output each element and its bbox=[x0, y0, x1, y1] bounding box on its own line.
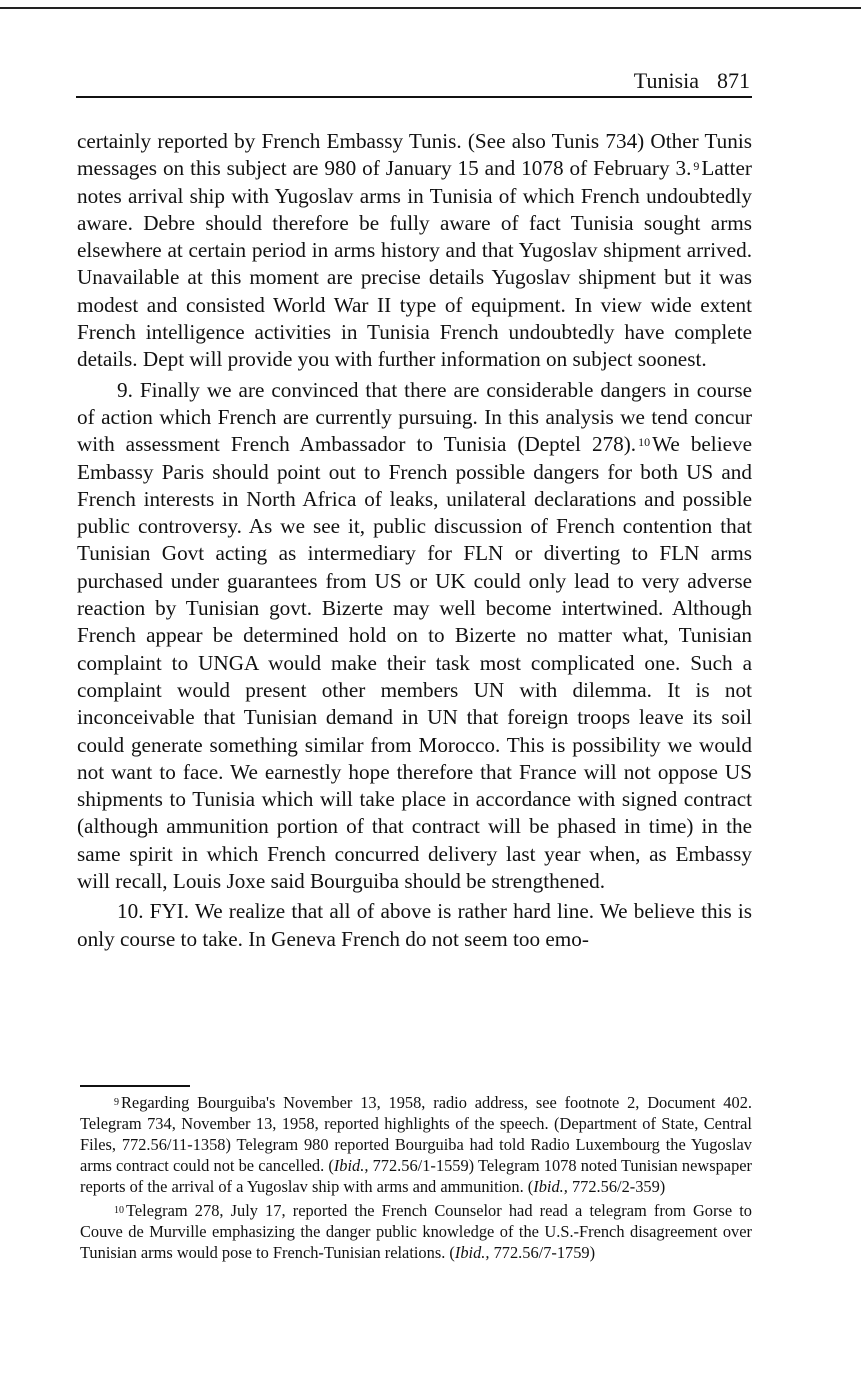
header-rule bbox=[76, 96, 752, 98]
top-edge-rule bbox=[0, 7, 861, 9]
paragraph-continuation bbox=[77, 128, 752, 374]
footnote-marker-10: 10 bbox=[114, 1205, 124, 1216]
footnote-text: Telegram 278, July 17, reported the French Counselor had read a telegram from Gorse to Couve de Murville emphasizing the danger public knowledge of the U.S.-French disagreement over Tunisian arms would pose to French-Tunisian relations. ( bbox=[80, 1201, 752, 1262]
footnote-ibid: Ibid., bbox=[454, 1243, 490, 1262]
footnote-text: 772.56/1-1559) Telegram 1078 noted Tunisian newspaper reports of the arrival of a Yugoslav ship with arms and ammunition. ( bbox=[80, 1156, 752, 1196]
footnote-marker-9: 9 bbox=[114, 1097, 119, 1108]
footnote-text: Regarding Bourguiba's November 13, 1958, radio address, see footnote 2, Document 402. Telegram 734, November 13, 1958, reported highlights of the speech. (Department of State, Central Files, 772.56/11-1358) Telegram 980 reported Bourguiba had told Radio Luxembourg the Yugoslav arms contract could not be cancelled. ( bbox=[80, 1093, 752, 1175]
footnote-ref-10: 10 bbox=[638, 435, 651, 450]
paragraph-text: certainly reported by French Embassy Tunis. (See also Tunis 734) Other Tunis messages on this subject are 980 of January 15 and 1078 of February 3. bbox=[77, 129, 752, 181]
page-number: 871 bbox=[717, 68, 750, 93]
footnote-ref-9: 9 bbox=[693, 159, 700, 174]
footnote-9 bbox=[80, 1092, 752, 1197]
paragraph-10: 10. FYI. We realize that all of above is rather hard line. We believe this is only course to take. In Geneva French do not seem too emo- bbox=[77, 899, 752, 951]
running-title: Tunisia bbox=[633, 68, 699, 93]
footnote-text: 772.56/7-1759) bbox=[489, 1243, 596, 1262]
footnote-ibid: Ibid., bbox=[533, 1177, 568, 1196]
footnote-text: 772.56/2-359) bbox=[567, 1177, 666, 1196]
footnotes bbox=[80, 1092, 752, 1263]
footnote-ibid: Ibid., bbox=[333, 1156, 369, 1175]
footnote-rule bbox=[80, 1085, 190, 1087]
paragraph-9 bbox=[77, 377, 752, 896]
paragraph-text: Latter notes arrival ship with Yugoslav arms in Tunisia of which French undoubtedly aware. Debre should therefore be fully aware of fact Tunisia sought arms elsewhere at certain period in arms history and that Yugoslav shipment arrived. Unavailable at this moment are precise details Yugoslav shipment but it was modest and consisted World War II type of equipment. In view wide extent French intelligence activities in Tunisia French undoubtedly have complete details. Dept will provide you with further information on subject soonest. bbox=[77, 156, 752, 372]
running-header bbox=[76, 66, 750, 96]
paragraph-text: 9. Finally we are convinced that there are considerable dangers in course of action which French are currently pursuing. In this analysis we tend concur with assessment French Ambassador to Tunisia (Deptel 278). bbox=[77, 377, 752, 457]
body-text bbox=[77, 128, 752, 953]
paragraph-text: We believe Embassy Paris should point out to French possible dangers for both US and French interests in North Africa of leaks, unilateral declarations and possible public controversy. As we see it, public discussion of French contention that Tunisian Govt acting as intermediary for FLN or diverting to FLN arms purchased under guarantees from US or UK could only lead to very adverse reaction by Tunisian govt. Bizerte may well become intertwined. Although French appear be determined hold on to Bizerte no matter what, Tunisian complaint to UNGA would make their task most complicated one. Such a complaint would present other members UN with dilemma. It is not inconceivable that Tunisian demand in UN that foreign troops leave its soil could generate something similar from Morocco. This is possibility we would not want to face. We earnestly hope therefore that France will not oppose US shipments to Tunisia which will take place in accordance with signed contract (although ammunition portion of that contract will be phased in time) in the same spirit in which French concurred delivery last year when, as Embassy will recall, Louis Joxe said Bourguiba should be strengthened. bbox=[77, 432, 752, 894]
footnote-10 bbox=[80, 1200, 752, 1263]
